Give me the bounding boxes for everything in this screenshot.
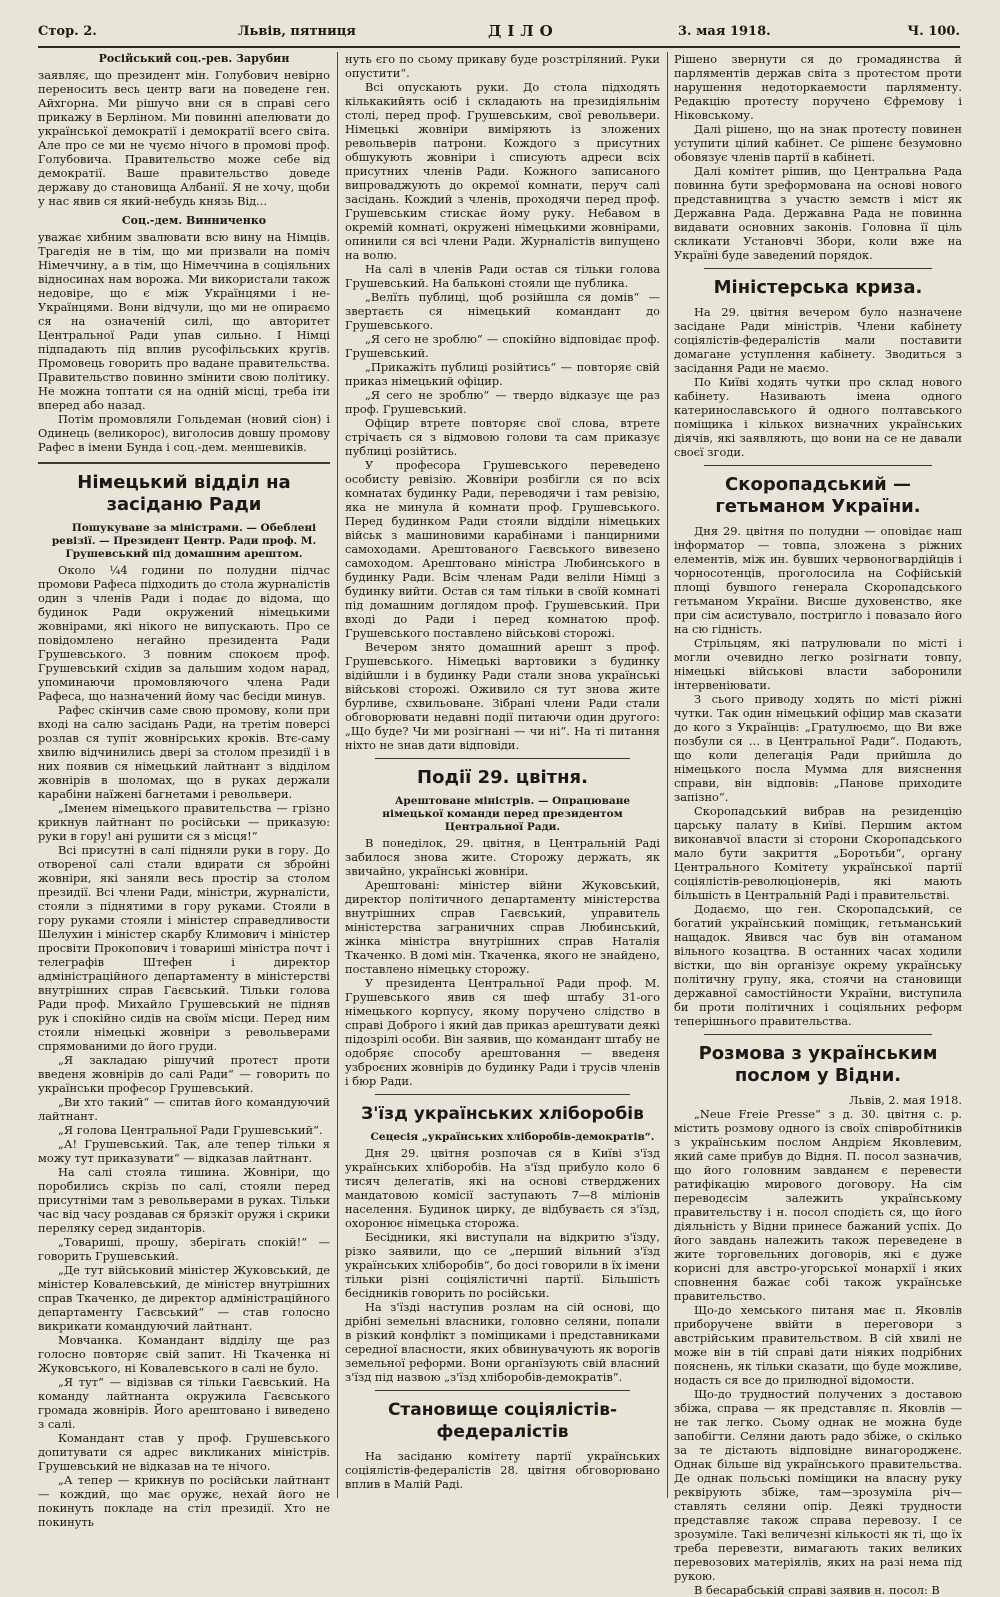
paragraph: Рішено звернути ся до громадянства й парляментів держав світа з протестом проти нарушення недоторкаемости парляменту. Редакцію протесту поручено Єфремову і Ніковському. <box>674 52 962 122</box>
column-divider <box>667 52 668 1498</box>
newspaper-title: ДІЛО <box>488 22 559 40</box>
paragraph: „Я сего не зроблю“ — спокійно відповідає проф. Грушевський. <box>345 332 660 360</box>
paragraph: Далі комітет рішив, що Центральна Рада повинна бути зреформована на основі нового представництва з участю земств і міст як Державна Рада. Державна Рада не повинна видавати основних законів. Головна її ціль скликати Установчі Збори, коли вже на Україні буде заведений порядок. <box>674 164 962 262</box>
paragraph: „А! Грушевський. Так, але тепер тільки я можу тут приказувати“ — відказав лайтнант. <box>38 1137 330 1165</box>
paragraph: В понеділок, 29. цвітня, в Центральній Раді забилося знова жите. Сторожу держать, як звичайно, українські жовніри. <box>345 836 660 878</box>
paragraph: На салі стояла тишина. Жовніри, що поробились скрізь по салі, стояли перед присутніми там з револьверами в руках. Тільки час від часу роздавав ся брязкіт оружя і скрики переляку серед зиданторів. <box>38 1165 330 1235</box>
article-subheading: Арештоване міністрів. — Опрацюване німецької команди перед президентом Центральної Ради. <box>382 795 631 833</box>
paragraph: Арештовані: міністер війни Жуковський, директор політичного департаменту міністерства внутрішних справ Гаєвський, управитель міністерства заграничних справ Любинський, жінка міністра внутрішних справ Наталія Ткаченко. В домі мін. Ткаченка, якого не знайдено, поставлено німецьку сторожу. <box>345 878 660 976</box>
column-divider <box>337 52 338 1498</box>
column-2 <box>345 52 660 1498</box>
article-headline: Німецький відділ на засіданю Ради <box>77 472 291 515</box>
divider <box>704 465 932 466</box>
column-1 <box>38 52 330 1529</box>
paragraph: уважає хибним звалювати всю вину на Німців. Трагедія не в тім, що ми призвали на поміч Німеччину, а в тім, що Німеччина в соціяльних відносинах нам ворожа. Ми використали також недовіре, що є між Українцями і не-Українцями. Вони відчули, що ми не опираємо ся на означеній силі, що авторитет Центральної Ради упав сильно. І Німці підпадають під вплив русофільських кругів. Промовець говорить про вадане правительства. Правительство повинно змінити свою політику. Не можна топтати ся на одній місці, треба іти вперед або назад. <box>38 230 330 412</box>
paragraph: З сього приводу ходять по місті ріжні чутки. Так один німецький офіцир мав сказати до кого з Українців: „Гратулюємо, що Ви вже позбули ся … в Центральної Ради“. Подають, що коли делегація Ради прийшла до німецького посла Мумма для вияснення справи, він відповів: „Панове приходите запізно“. <box>674 692 962 804</box>
place-day: Львів, пятниця <box>238 24 356 39</box>
divider <box>375 1094 630 1095</box>
paragraph: Що-до трудностий получених з доставою збіжа, справа — як представляє п. Яковлів — не так легко. Сьому однак не можна буде запобігти. Селяни дають радо збіже, о скілько за те дістають відповідне винагородженє. Однак більше від українського правительства. Де однак польські поміщики на власну руку реквірують збіже, там—зрозуміла річ—ставлять селяни опір. Деякі трудности представляє також справа перевозу. І се зрозуміле. Такі величезні кількості як ті, що їх треба перевезти, вимагають таких великих перевозових матеріялів, яких на разі нема під рукою. <box>674 1387 962 1583</box>
paragraph: У президента Центральної Ради проф. М. Грушевського явив ся шеф штабу 31-ого німецького корпусу, якому поручено слідство в справі Доброго і який дав приказ арештувати деякі підозрілі особи. Він заявив, що командант штабу не одобряє способу арештовання — введеня узброєних жовнірів до будинку Ради і трусів членів і бюр Ради. <box>345 976 660 1088</box>
paragraph: Всі присутні в салі підняли руки в гору. До отвореної салі стали вдирати ся збройні жовніри, які заняли весь простір за столом президії. Всі члени Ради, міністри, журналісти, стояли з піднятими в гору руками. Стояли в гору руками стояли і міністер справедливости Шелухин і міністер скарбу Климович і міністер просвіти Прокопович і товариші міністра почт і телеграфів Штефен і директор адміністраційного департаменту в міністерстві внутрішних справ Гаєвський. Тільки голова Ради проф. Михайло Грушевський не підняв рук і спокійно сидів на своїм місци. Перед ним стояли німецькі жовніри з револьверами спрямованими до його груди. <box>38 843 330 1053</box>
paragraph: нуть єго по сьому прикаву буде розстріляний. Руки опустити“. <box>345 52 660 80</box>
paragraph: „Я тут“ — відізвав ся тільки Гаєвський. На команду лайтнанта окружила Гаєвського громада жовнірів. Його арештовано і виведено з салі. <box>38 1375 330 1431</box>
paragraph: Дня 29. цвітня розпочав ся в Київі з'їзд українських хліборобів. На з'їзд прибуло коло 6 тисяч делегатів, які на основі стверджених мандатовою комісії заступають 7—8 міліонів населення. Будинок цирку, де відбуваєть ся з'їзд, охоронює німецька сторожа. <box>345 1146 660 1230</box>
paragraph: „Neue Freie Presse“ з д. 30. цвітня с. р. містить розмову одного із своїх співробітників з українським послом Андрієм Яковлевим, який саме прибув до Відня. П. посол зазначив, що його головним завданєм є перевести ратифікацію мирового договору. На сім переводєсім залежить українському правительству і н. посол сподієть ся, що його діяльність у Відни принесе бажаний успіх. До його завдань належить також переведене в жите торговельних договорів, які є дуже корисні для австро-угорської монархії і яких сповнення бажає собі також українське правительство. <box>674 1107 962 1303</box>
paragraph: „Я сего не зроблю“ — твердо відказує ще раз проф. Грушевський. <box>345 388 660 416</box>
paragraph: Офіцир втрете повторяє свої слова, втрете стрічаєть ся з відмовою голови та сам приказує публиці розійтись. <box>345 416 660 458</box>
paragraph: Потім промовляли Гольдеман (новий сіон) і Одинець (великорос), виголосив довшу промову Рафес в імени Бунда і соц.-дем. меншевиків. <box>38 412 330 454</box>
paragraph: Далі рішено, що на знак протесту повинен уступити цілий кабінет. Се рішенє безумовно обовязує членів партії в кабінеті. <box>674 122 962 164</box>
page-header <box>38 20 960 48</box>
paragraph: На 29. цвітня вечером було назначене засідане Ради міністрів. Члени кабінету соціялістів-федералістів мали поставити домагане уступлення кабінету. Зводиться з засідання Ради не маємо. <box>674 305 962 375</box>
paragraph: „Товариші, прошу, зберігать спокій!“ — говорить Грушевський. <box>38 1235 330 1263</box>
article-headline: Становище соціялістів-федералістів <box>387 1400 618 1442</box>
paragraph: Около ¼4 години по полудни підчас промови Рафеса підходить до стола журналістів один з членів Ради і подає до відома, що будинок Ради окружений німецькими жовнірами, які нікого не випускають. Про се повідомлено негайно президента Ради Грушевського. З повним спокоєм проф. Грушевський східив за дальшим ходом нарад, упоминаючи промовляючого члена Ради Рафеса, що назначений йому час бесіди минув. <box>38 563 330 703</box>
divider <box>704 1034 932 1035</box>
dateline: Львів, 2. мая 1918. <box>849 1093 962 1107</box>
issue-number: Ч. 100. <box>907 24 960 39</box>
paragraph: На салі в членів Ради остав ся тільки голова Грушевський. На бальконі стояли ще публика. <box>345 262 660 290</box>
article-headline: Скоропадський — гетьманом України. <box>715 474 921 517</box>
divider <box>38 462 330 464</box>
paragraph: Рафес скінчив саме свою промову, коли при вході на салю засідань Ради, на третім поверсі розлав ся тупіт жовнірських кроків. Втє-саму хвилю відчинились двері за столом президії і в них появив ся німецький лайтнант з відділом жовнірів в шоломах, що в руках держали карабіни наїжені багнетами і револьвери. <box>38 703 330 801</box>
paragraph: Мовчанка. Командант відділу ще раз голосно повторяє свій запит. Ні Ткаченка ні Жуковського, ні Ковалевського в салі не було. <box>38 1333 330 1375</box>
paragraph: По Київі ходять чутки про склад нового кабінету. Називають імена одного катеринославського й одного полтавського поміщика і кількох визначних українських діячів, які заявляють, що вони на се не давали своєї згоди. <box>674 375 962 459</box>
paragraph: Вечером знято домашний арешт з проф. Грушевського. Німецькі вартовики з будинку відійшли і в будинку Ради стали знова українські військові сторожі. Оживило ся тут знова жите бурливе, схвильоване. Зібрані члени Ради стали обговорювати недавні події питаючи один другого: „Що буде? Чи ми розігнані — чи ні“. На ті питання ніхто не знав дати відповіди. <box>345 640 660 752</box>
article-headline: Розмова з українським послом у Відни. <box>698 1043 938 1086</box>
column-3 <box>674 52 962 1597</box>
paragraph: Всі опускають руки. До стола підходять кількакийять осіб і складають на президіяльнім столі, перед проф. Грушевським, свої револьвери. Німецькі жовніри виміряють із зложених револьверів патрони. Кождого з присутних обшукують жовніри і списують адреси всіх присутних членів Ради. Кожного записаного випроваджують до окремої комнати, перуч салі засідань. Кождий з членів, проходячи перед проф. Грушевським стискає йому руку. Небавом в окремій комнаті, окружені німецькими жовнірами, опинили ся всі члени Ради. Журналістів випущено на волю. <box>345 80 660 262</box>
issue-date: 3. мая 1918. <box>678 24 771 39</box>
article-subheading: Сецесія „українських хліборобів-демократів“. <box>370 1131 655 1143</box>
divider <box>704 268 932 269</box>
speaker-heading: Соц.-дем. Винниченко <box>121 214 267 227</box>
paragraph: Командант став у проф. Грушевського допитувати ся адрес викликаних міністрів. Грушевський не відказав на те нічого. <box>38 1431 330 1473</box>
paragraph: „Іменем німецького правительства — грізно крикнув лайтнант по російськи — приказую: руки в гору! ані рушити ся з місця!“ <box>38 801 330 843</box>
paragraph: „Я голова Центральної Ради Грушевський“. <box>58 1123 323 1137</box>
paragraph: Стрільцям, які патрулювали по місті і могли очевидно легко розігнати товпу, німецькі військові власти заборонили інтервеніювати. <box>674 636 962 692</box>
paragraph: „Де тут військовий міністер Жуковський, де міністер Ковалевський, де міністер внутрішних справ Ткаченко, де директор адміністраційного департаменту Гаєвський“ — став голосно викрикати командуючий лайтнант. <box>38 1263 330 1333</box>
page-number: Стор. 2. <box>38 24 97 39</box>
speaker-heading: Російський соц.-рев. Зарубин <box>98 52 290 65</box>
paragraph: „Прикажіть публиці розійтись“ — повторяє свій приказ німецький офіцир. <box>345 360 660 388</box>
paragraph: „А тепер — крикнув по російськи лайтнант — кождий, що має оружє, нехай його не покинуть покладе на стіл президії. Хто не покинуть <box>38 1473 330 1529</box>
paragraph: „Ви хто такий“ — спитав його командуючий лайтнант. <box>38 1095 330 1123</box>
divider <box>375 1390 630 1391</box>
article-headline: Міністерська криза. <box>713 277 923 298</box>
divider <box>375 758 630 759</box>
paragraph: „Я закладаю рішучий протест проти введеня жовнірів до салі Ради“ — говорить по українськи професор Грушевський. <box>38 1053 330 1095</box>
paragraph: Скоропадський вибрав на резиденцію царську палату в Київі. Першим актом виконавчої власти зі сторони Скоропадського мало бути закриття „Боротьби“, органу Центрального Комітету української партії соціялістів-революціонерів, які мають більшість в Центральній Раді і правительстві. <box>674 804 962 902</box>
paragraph: В бесарабській справі заявив н. посол: В <box>694 1583 940 1597</box>
paragraph: На з'їзді наступив розлам на сій основі, що дрібні земельні власники, головно селяни, попали в різкий конфлікт з поміщиками і представниками середної власности, яких обвинувачують як ворогів земельної реформи. Вони органїзують свій власний з'їзд під назвою „з'їзд хліборобів-демократів“. <box>345 1300 660 1384</box>
paragraph: „Велїть публиці, щоб розійшла ся домів“ — звертаєть ся німецький командант до Грушевського. <box>345 290 660 332</box>
paragraph: заявляє, що президент мін. Голубович невірно переносить весь центр ваги на поведене ген. Айхгорна. Ми рішучо вни ся в справі сего прикажу в Берліном. Ми повинні апелювати до української демократії і демократії всего світа. Але про се ми не чуємо нічого в промові проф. Голубовича. Правительство може себе від демократії. Ваше правительство доведе державу до становища Албанії. Я не хочу, щоби у нас явив ся який-небудь князь Від... <box>38 68 330 208</box>
article-headline: З'їзд українських хліборобів <box>361 1104 644 1124</box>
paragraph: У професора Грушевського переведено особисту ревізію. Жовніри розбігли ся по всіх комнатах будинку Ради, переводячи і там ревізію, яка не минула й комнати проф. Грушевського. Перед будинком Ради стояли відділи німецьких військ з машиновими карабінами і панцирними самоходами. Арештованого Гаєвського вивезено самоходом. Арештовано міністра Любинського в будинку Ради. Всім членам Ради веліли Німці з будинку вийти. Остав ся там тільки в своїй комнаті під домашним доглядом проф. Грушевський. При вході до Ради і перед комнатою проф. Грушевського поставлено військові сторожі. <box>345 458 660 640</box>
paragraph: Бесідники, які виступали на відкритю з'їзду, різко заявили, що се „перший вільний з'їзд українських хліборобів“, бо досі говорили в їх імени тільки різні соціялістичні партії. Більшість бесідників говорить по російськи. <box>345 1230 660 1300</box>
article-subheading: Пошукуване за міністрами. — Обеблені ревізії. — Президент Центр. Ради проф. М. Грушевський під домашним арештом. <box>51 522 317 560</box>
paragraph: Що-до хемського питаня має п. Яковлів приборучене ввійти в переговори з австрійським правительством. В сій хвилі не може він в тій справі дати ніяких подрібних пояснень, як тільки сказати, що буде можливе, нодасть ся все до прилюдної відомости. <box>674 1303 962 1387</box>
paragraph: Дня 29. цвітня по полудни — оповідає наш інформатор — товпа, зложена з ріжних елементів, між ин. бувших червоногвардійців і чорносотенців, проголосила на Софійській площі бувшого генерала Скоропадського гетьманом України. Висше духовенство, яке при сім асистувало, постригло і повазало його на сю гідність. <box>674 524 962 636</box>
article-headline: Події 29. цвітня. <box>417 767 588 788</box>
paragraph: Додаємо, що ген. Скоропадський, се богатий український поміщик, гетьманський нащадок. Явився час був він отаманом вільного козацтва. В останних часах ходили вістки, що він організує окрему українську політичну групу, яка, стоячи на становищи державної самостійности України, виступила би проти політичних і соціяльних реформ теперішнього правительства. <box>674 902 962 1028</box>
paragraph: На засіданю комітету партії українських соціялістів-федералістів 28. цвітня обговорювано вплив в Малій Раді. <box>345 1449 660 1491</box>
